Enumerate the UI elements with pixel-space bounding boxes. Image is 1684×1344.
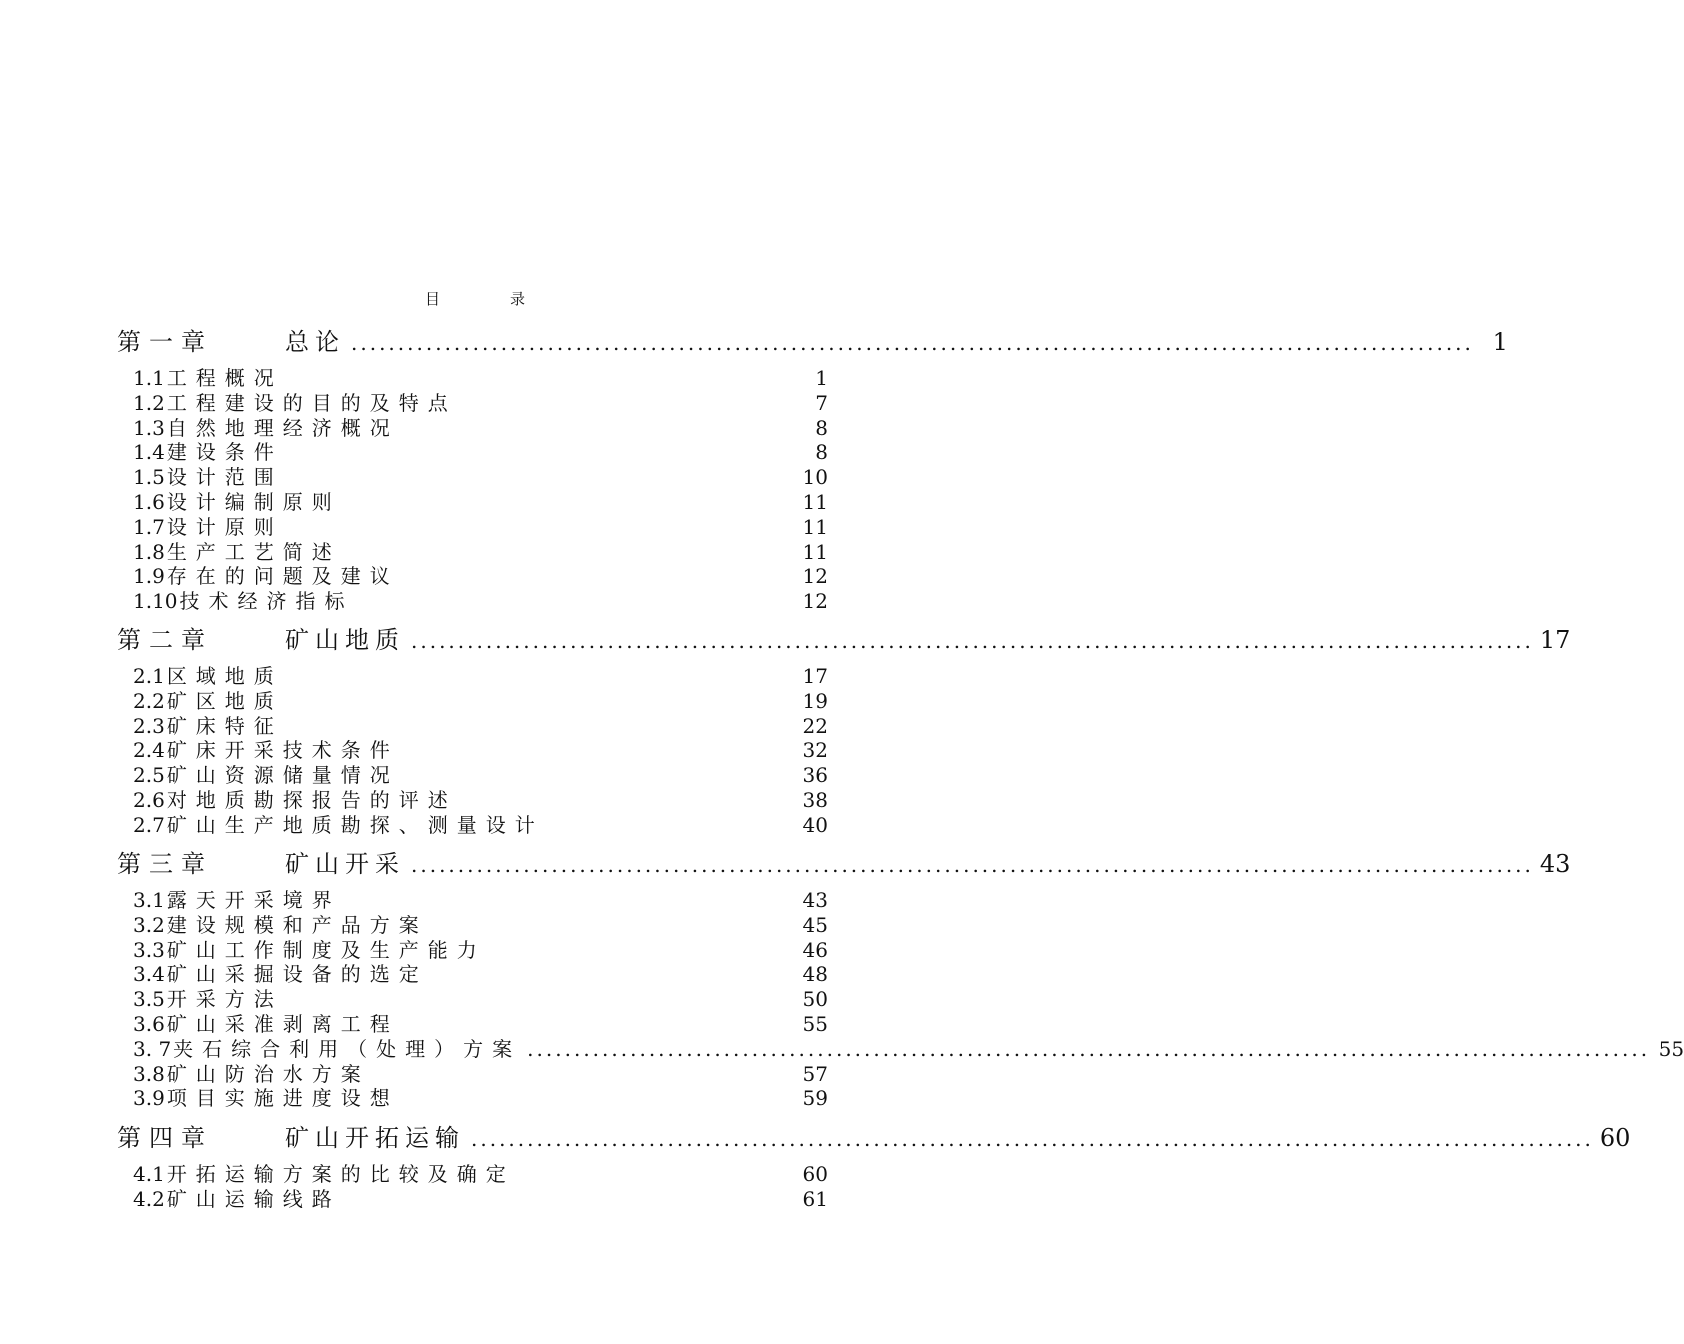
section-title: 矿山资源储量情况 <box>166 763 399 788</box>
section-page-number: 40 <box>802 812 828 837</box>
section-number: 1.10 <box>133 589 178 614</box>
toc-section-line <box>133 536 828 564</box>
section-page-number: 43 <box>802 888 828 912</box>
section-number: 2.3 <box>133 713 165 738</box>
section-number: 2.5 <box>133 763 165 788</box>
section-number: 4.1 <box>133 1162 165 1186</box>
section-number: 1.5 <box>133 465 165 490</box>
section-number: 2.4 <box>133 738 165 763</box>
section-page-number: 8 <box>815 415 828 440</box>
chapter-title: 矿山开拓运输 <box>285 1124 465 1152</box>
section-number: 3.8 <box>133 1061 165 1086</box>
section-page-number: 61 <box>802 1186 828 1211</box>
section-title: 矿山采准剥离工程 <box>166 1012 399 1036</box>
section-number: 3.4 <box>133 962 165 987</box>
section-title: 技术经济指标 <box>179 589 354 614</box>
leader-dots: ........................................................................................................................ <box>411 629 1534 653</box>
section-page-number: 10 <box>802 465 828 490</box>
chapter-page-number: 43 <box>1539 850 1571 878</box>
section-number: 3.1 <box>133 888 165 912</box>
toc-chapter-line <box>117 322 1508 356</box>
leader-dots: ........................................................................................................................ <box>411 853 1534 877</box>
chapter-label: 第三章 <box>117 850 213 878</box>
section-number: 2.6 <box>133 788 165 812</box>
toc-section-line <box>133 1158 828 1186</box>
toc-section-line <box>133 1008 828 1036</box>
section-page-number: 12 <box>802 564 828 589</box>
toc-section-line <box>133 734 828 763</box>
section-title: 矿床开采技术条件 <box>166 738 399 763</box>
toc-chapter-line <box>117 620 1571 654</box>
toc-section-line <box>133 958 828 987</box>
toc-section-line <box>133 362 828 390</box>
section-title: 自然地理经济概况 <box>166 415 399 440</box>
leader-dots: ........................................................................................................................ <box>471 1127 1594 1151</box>
chapter-page-number: 1 <box>1492 328 1508 356</box>
section-title: 对地质勘探报告的评述 <box>166 788 457 812</box>
leader-dots: ........................................................................................................................ <box>351 331 1474 355</box>
toc-section-line <box>133 1058 828 1086</box>
chapter-label: 第四章 <box>117 1124 213 1152</box>
section-page-number: 11 <box>802 514 828 539</box>
chapter-page-number: 17 <box>1539 626 1571 654</box>
section-page-number: 12 <box>802 589 828 614</box>
section-number: 2.7 <box>133 812 165 837</box>
toc-section-line <box>133 1033 1684 1061</box>
section-number: 4.2 <box>133 1186 165 1211</box>
section-number: 1.8 <box>133 539 165 564</box>
section-page-number: 38 <box>802 788 828 812</box>
leader-dots: ........................................................................................................................ <box>527 1036 1651 1061</box>
toc-chapter-line <box>117 844 1571 878</box>
section-page-number: 32 <box>802 738 828 763</box>
section-title: 区域地质 <box>166 664 283 688</box>
toc-section-line <box>133 934 828 962</box>
section-title: 建设规模和产品方案 <box>166 912 428 937</box>
section-page-number: 11 <box>802 539 828 564</box>
section-page-number: 45 <box>802 912 828 937</box>
section-page-number: 11 <box>802 490 828 514</box>
toc-section-line <box>133 412 828 440</box>
toc-section-line <box>133 387 828 415</box>
toc-title: 目录 <box>424 290 595 308</box>
toc-section-line <box>133 511 828 539</box>
section-title: 项目实施进度设想 <box>166 1086 399 1111</box>
section-number: 3.6 <box>133 1012 165 1036</box>
chapter-page-number: 60 <box>1599 1124 1631 1152</box>
toc-section-line <box>133 461 828 490</box>
toc-chapter-line <box>117 1118 1631 1152</box>
section-page-number: 60 <box>802 1162 828 1186</box>
section-number: 2.1 <box>133 664 165 688</box>
toc-section-line <box>133 486 828 514</box>
section-page-number: 55 <box>1658 1036 1684 1061</box>
toc-section-line <box>133 660 828 688</box>
toc-section-line <box>133 585 828 614</box>
section-number: 1.4 <box>133 440 165 465</box>
section-title: 设计范围 <box>166 465 283 490</box>
section-title: 矿区地质 <box>166 688 283 713</box>
toc-section-line <box>133 436 828 465</box>
section-number: 3.2 <box>133 912 165 937</box>
toc-section-line <box>133 759 828 788</box>
section-number: 1.7 <box>133 514 165 539</box>
section-page-number: 50 <box>802 987 828 1012</box>
section-title: 存在的问题及建议 <box>166 564 399 589</box>
section-number: 3. 7 <box>133 1036 172 1061</box>
toc-section-line <box>133 560 828 589</box>
toc-section-line <box>133 983 828 1012</box>
section-number: 3.5 <box>133 987 165 1012</box>
section-number: 1.2 <box>133 390 165 415</box>
section-title: 设计原则 <box>166 514 283 539</box>
section-number: 1.3 <box>133 415 165 440</box>
section-title: 矿山运输线路 <box>166 1186 341 1211</box>
section-title: 工程建设的目的及特点 <box>166 390 457 415</box>
section-page-number: 46 <box>802 937 828 962</box>
section-page-number: 22 <box>802 713 828 738</box>
section-title: 夹石综合利用（处理）方案 <box>173 1036 522 1061</box>
section-number: 3.3 <box>133 937 165 962</box>
chapter-title: 矿山开采 <box>285 850 405 878</box>
section-page-number: 7 <box>815 390 828 415</box>
section-title: 露天开采境界 <box>166 888 341 912</box>
section-page-number: 55 <box>802 1012 828 1036</box>
section-title: 开采方法 <box>166 987 283 1012</box>
section-title: 开拓运输方案的比较及确定 <box>166 1162 515 1186</box>
section-title: 工程概况 <box>166 366 283 390</box>
section-title: 矿山采掘设备的选定 <box>166 962 428 987</box>
toc-section-line <box>133 710 828 738</box>
section-page-number: 36 <box>802 763 828 788</box>
section-number: 1.9 <box>133 564 165 589</box>
toc-section-line <box>133 784 828 812</box>
toc-section-line <box>133 685 828 713</box>
chapter-title: 矿山地质 <box>285 626 405 654</box>
section-title: 矿山工作制度及生产能力 <box>166 937 486 962</box>
section-page-number: 8 <box>815 440 828 465</box>
toc-section-line <box>133 884 828 912</box>
section-number: 2.2 <box>133 688 165 713</box>
toc-section-line <box>133 809 828 837</box>
section-page-number: 48 <box>802 962 828 987</box>
section-title: 建设条件 <box>166 440 283 465</box>
section-page-number: 17 <box>802 664 828 688</box>
toc-section-line <box>133 909 828 937</box>
chapter-label: 第一章 <box>117 328 213 356</box>
section-page-number: 57 <box>802 1061 828 1086</box>
section-title: 矿山生产地质勘探、测量设计 <box>166 812 544 837</box>
section-number: 1.6 <box>133 490 165 514</box>
section-title: 生产工艺简述 <box>166 539 341 564</box>
section-title: 设计编制原则 <box>166 490 341 514</box>
section-number: 3.9 <box>133 1086 165 1111</box>
section-page-number: 59 <box>802 1086 828 1111</box>
section-page-number: 19 <box>802 688 828 713</box>
toc-section-line <box>133 1183 828 1211</box>
section-number: 1.1 <box>133 366 165 390</box>
chapter-title: 总论 <box>285 328 345 356</box>
section-title: 矿床特征 <box>166 713 283 738</box>
chapter-label: 第二章 <box>117 626 213 654</box>
toc-section-line <box>133 1082 828 1111</box>
section-title: 矿山防治水方案 <box>166 1061 370 1086</box>
section-page-number: 1 <box>815 366 828 390</box>
